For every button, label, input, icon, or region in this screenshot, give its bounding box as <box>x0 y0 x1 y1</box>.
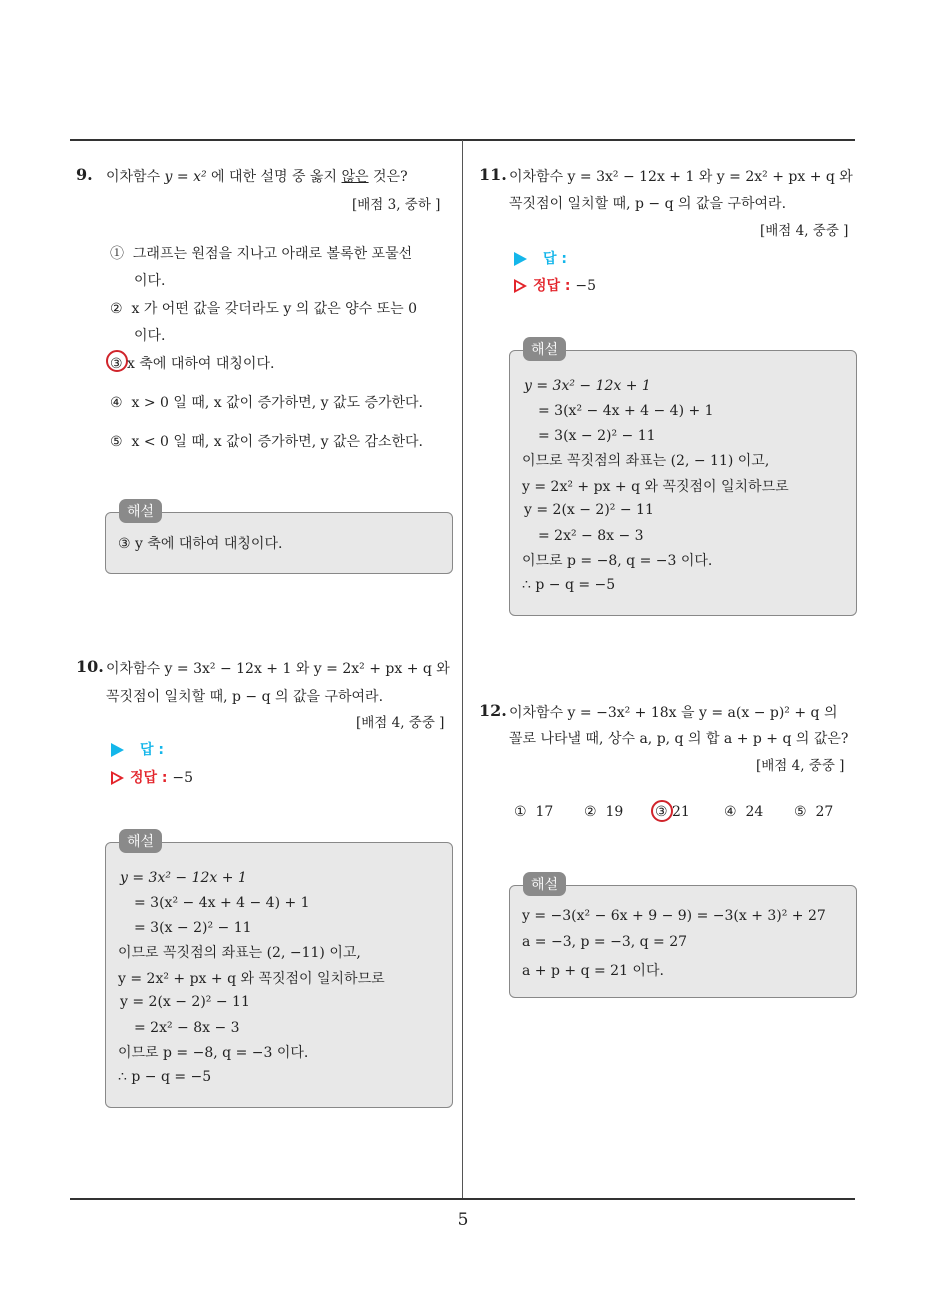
q9-option-5[interactable]: ⑤ x < 0 일 때, x 값이 증가하면, y 값은 감소한다. <box>110 434 423 450</box>
q10-solution-line: y = 3x² − 12x + 1 <box>120 870 247 886</box>
q10-solution-line: 이므로 꼭짓점의 좌표는 (2, −11) 이고, <box>118 945 361 961</box>
q11-answer-field[interactable]: 답 : <box>514 248 567 268</box>
question-9-number: 9. <box>76 165 93 184</box>
play-arrow-icon <box>111 743 124 757</box>
question-11-stem-line1: 이차함수 y = 3x² − 12x + 1 와 y = 2x² + px + q 와 <box>509 169 853 185</box>
q11-correct-answer: 정답 : −5 <box>514 275 596 295</box>
q11-solution-line: = 2x² − 8x − 3 <box>538 528 644 544</box>
q11-solution-line: 이므로 p = −8, q = −3 이다. <box>522 553 713 569</box>
question-10-number: 10. <box>76 657 104 676</box>
question-12-meta: [배점 4, 중중 ] <box>756 758 845 774</box>
question-10-meta: [배점 4, 중중 ] <box>356 715 445 731</box>
q11-solution-tag: 해설 <box>523 337 566 361</box>
q11-solution-line: = 3(x − 2)² − 11 <box>538 428 656 444</box>
q9-option-2[interactable]: ② x 가 어떤 값을 갖더라도 y 의 값은 양수 또는 0 <box>110 301 418 317</box>
q9-option-2-cont: 이다. <box>134 328 166 344</box>
page-number: 5 <box>457 1210 469 1230</box>
question-10-stem-line2: 꼭짓점이 일치할 때, p − q 의 값을 구하여라. <box>106 689 384 705</box>
q10-correct-answer: 정답 : −5 <box>111 767 193 787</box>
q10-solution-line: ∴ p − q = −5 <box>118 1069 212 1085</box>
question-9-meta: [배점 3, 중하 ] <box>352 197 441 213</box>
q12-solution-tag: 해설 <box>523 872 566 896</box>
q12-option-5[interactable]: ⑤ 27 <box>794 804 834 820</box>
q9-option-1-cont: 이다. <box>134 273 166 289</box>
q12-option-3[interactable]: ③ 21 <box>655 804 690 820</box>
q12-solution-box <box>509 885 857 998</box>
q11-solution-line: y = 2(x − 2)² − 11 <box>524 502 654 518</box>
q9-option-1[interactable]: ① 그래프는 원점을 지나고 아래로 볼록한 포물선 <box>110 246 413 262</box>
q11-solution-line: 이므로 꼭짓점의 좌표는 (2, − 11) 이고, <box>522 453 770 469</box>
q11-solution-box <box>509 350 857 616</box>
q9-solution-tag: 해설 <box>119 499 162 523</box>
q12-option-2[interactable]: ② 19 <box>584 804 624 820</box>
q10-solution-line: 이므로 p = −8, q = −3 이다. <box>118 1045 309 1061</box>
q10-solution-line: y = 2x² + px + q 와 꼭짓점이 일치하므로 <box>118 971 385 987</box>
q10-answer-field[interactable]: 답 : <box>111 739 164 759</box>
q12-solution-line: a + p + q = 21 이다. <box>522 963 664 979</box>
q12-option-1[interactable]: ① 17 <box>514 804 554 820</box>
q9-option-3[interactable]: ③ x 축에 대하여 대칭이다. <box>110 356 275 372</box>
question-12-stem-line2: 꼴로 나타낼 때, 상수 a, p, q 의 합 a + p + q 의 값은? <box>509 731 849 747</box>
q10-solution-line: y = 2(x − 2)² − 11 <box>120 994 250 1010</box>
q10-solution-line: = 2x² − 8x − 3 <box>134 1020 240 1036</box>
question-11-meta: [배점 4, 중중 ] <box>760 223 849 239</box>
q11-solution-line: = 3(x² − 4x + 4 − 4) + 1 <box>538 403 714 419</box>
q10-solution-line: = 3(x² − 4x + 4 − 4) + 1 <box>134 895 310 911</box>
q12-solution-line: a = −3, p = −3, q = 27 <box>522 934 688 950</box>
q9-option-4[interactable]: ④ x > 0 일 때, x 값이 증가하면, y 값도 증가한다. <box>110 395 423 411</box>
q10-solution-line: = 3(x − 2)² − 11 <box>134 920 252 936</box>
q11-solution-line: y = 2x² + px + q 와 꼭짓점이 일치하므로 <box>522 479 789 495</box>
outline-arrow-icon <box>111 771 124 785</box>
q12-solution-line: y = −3(x² − 6x + 9 − 9) = −3(x + 3)² + 27 <box>522 908 826 924</box>
play-arrow-icon <box>514 252 527 266</box>
q9-solution-line: ③ y 축에 대하여 대칭이다. <box>118 536 283 552</box>
question-11-number: 11. <box>479 165 507 184</box>
q12-option-4[interactable]: ④ 24 <box>724 804 764 820</box>
q11-solution-line: y = 3x² − 12x + 1 <box>524 378 651 394</box>
question-10-stem-line1: 이차함수 y = 3x² − 12x + 1 와 y = 2x² + px + q 와 <box>106 661 450 677</box>
q10-solution-tag: 해설 <box>119 829 162 853</box>
question-11-stem-line2: 꼭짓점이 일치할 때, p − q 의 값을 구하여라. <box>509 196 787 212</box>
question-9-stem: 이차함수 y = x² 에 대한 설명 중 옳지 않은 것은? <box>106 169 408 185</box>
outline-arrow-icon <box>514 279 527 293</box>
bottom-rule <box>70 1198 855 1200</box>
q10-solution-box <box>105 842 453 1108</box>
column-divider <box>462 140 463 1200</box>
question-12-number: 12. <box>479 701 507 720</box>
question-12-stem-line1: 이차함수 y = −3x² + 18x 을 y = a(x − p)² + q 의 <box>509 705 838 721</box>
q11-solution-line: ∴ p − q = −5 <box>522 577 616 593</box>
